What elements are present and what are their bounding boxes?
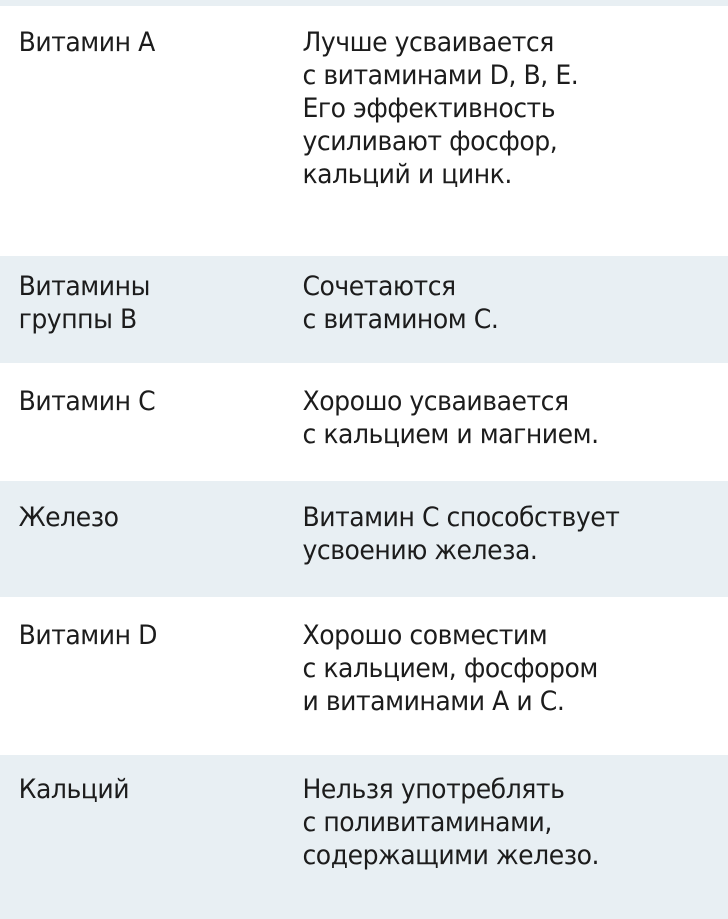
table-row bbox=[0, 6, 728, 256]
nutrient-name: Витамин С bbox=[18, 386, 156, 417]
nutrient-name: Витамины группы В bbox=[18, 271, 150, 335]
compatibility-description bbox=[282, 501, 697, 567]
table-row bbox=[0, 597, 728, 755]
table-row bbox=[0, 755, 728, 919]
description-line: с кальцием и магнием. bbox=[302, 419, 599, 450]
description-line: Хорошо усваивается bbox=[302, 386, 569, 417]
description-line: усвоению железа. bbox=[302, 535, 538, 566]
description-line: с витаминами D, B, E. bbox=[302, 60, 579, 91]
compatibility-description bbox=[282, 773, 697, 872]
description-line: Его эффективность bbox=[302, 93, 556, 124]
nutrient-name: Витамин D bbox=[18, 620, 157, 651]
compatibility-description bbox=[282, 270, 697, 336]
description-line: с поливитаминами, bbox=[302, 807, 552, 838]
description-line: кальций и цинк. bbox=[302, 159, 512, 190]
description-line: содержащими железо. bbox=[302, 840, 600, 871]
description-line: Витамин С способствует bbox=[302, 502, 620, 533]
nutrient-name: Кальций bbox=[18, 774, 130, 805]
nutrient-name: Витамин А bbox=[18, 27, 155, 58]
table-row bbox=[0, 481, 728, 597]
table-row bbox=[0, 256, 728, 363]
description-line: с кальцием, фосфором bbox=[302, 653, 598, 684]
description-line: и витаминами А и С. bbox=[302, 686, 565, 717]
nutrient-name: Железо bbox=[18, 502, 119, 533]
table-row bbox=[0, 363, 728, 481]
description-line: Хорошо совместим bbox=[302, 620, 548, 651]
description-line: Нельзя употреблять bbox=[302, 774, 565, 805]
compatibility-description bbox=[282, 385, 697, 451]
compatibility-description bbox=[282, 619, 697, 718]
description-line: Лучше усваивается bbox=[302, 27, 554, 58]
compatibility-description bbox=[282, 26, 697, 191]
description-line: усиливают фосфор, bbox=[302, 126, 558, 157]
description-line: с витамином С. bbox=[302, 304, 499, 335]
description-line: Сочетаются bbox=[302, 271, 456, 302]
